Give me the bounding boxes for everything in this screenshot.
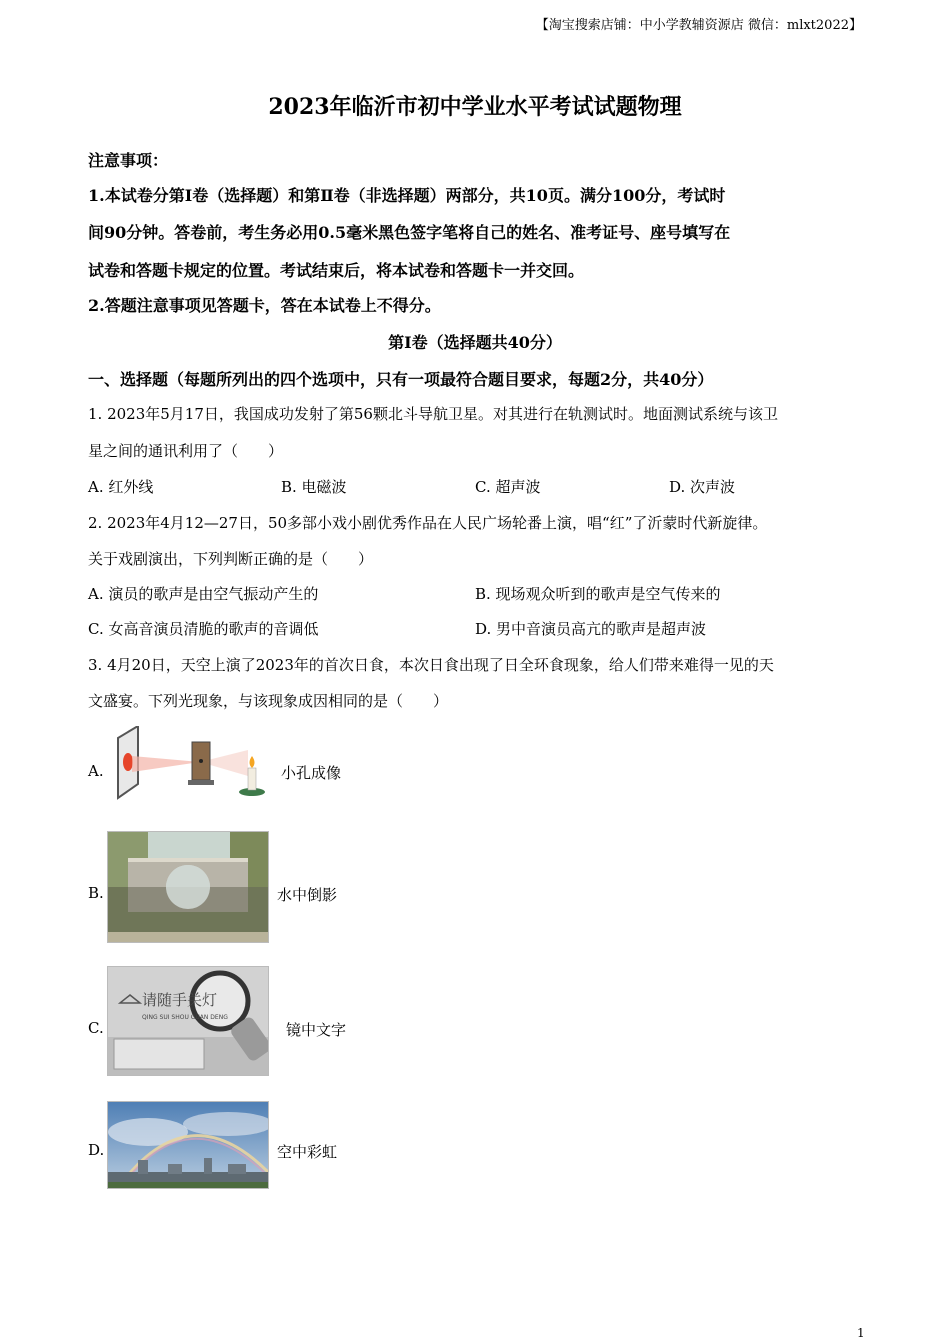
page-number: 1 [857,1326,865,1340]
magnifier-sign-photo [107,966,269,1076]
notice-item1-line3: 试卷和答题卡规定的位置。考试结束后，将本试卷和答题卡一并交回。 [88,261,585,280]
pinhole-imaging-illustration [110,726,270,800]
q2-line2: 关于戏剧演出，下列判断正确的是（ ） [88,550,374,568]
q1-line1: 1. 2023年5月17日，我国成功发射了第56颗北斗导航卫星。对其进行在轨测试时。地面测试系统与该卫 [88,405,778,423]
q2-option-d: D. 男中音演员高亢的歌声是超声波 [475,620,707,638]
page-title: 2023年临沂市初中学业水平考试试题物理 [268,94,682,120]
header-note: 【淘宝搜索店铺：中小学教辅资源店 微信：mlxt2022】 [535,18,862,33]
notice-heading: 注意事项： [88,151,169,170]
rainbow-photo [107,1101,269,1189]
q3-line2: 文盛宴。下列光现象，与该现象成因相同的是（ ） [88,692,449,710]
section1-title: 一、选择题（每题所列出的四个选项中，只有一项最符合题目要求，每题2分，共40分） [88,370,714,389]
notice-item1-line2: 间90分钟。答卷前，考生务必用0.5毫米黑色签字笔将自己的姓名、准考证号、座号填写在 [88,223,731,242]
q1-option-b: B. 电磁波 [281,478,347,496]
q2-line1: 2. 2023年4月12—27日，50多部小戏小剧优秀作品在人民广场轮番上演，唱“红”了沂蒙时代新旋律。 [88,514,768,532]
notice-item1-line1: 1.本试卷分第Ⅰ卷（选择题）和第Ⅱ卷（非选择题）两部分，共10页。满分100分，考试时 [88,186,726,205]
q3-option-c-label: 镜中文字 [286,1021,347,1039]
q3-option-c-letter: C. [88,1019,104,1037]
part1-title: 第Ⅰ卷（选择题共40分） [388,333,562,352]
q3-option-d-letter: D. [88,1141,105,1159]
bridge-reflection-photo [107,831,269,943]
q1-line2: 星之间的通讯利用了（ ） [88,442,284,460]
q2-option-a: A. 演员的歌声是由空气振动产生的 [88,585,319,603]
q3-option-b-label: 水中倒影 [277,886,338,904]
q3-option-d-label: 空中彩虹 [277,1143,338,1161]
q2-option-b: B. 现场观众听到的歌声是空气传来的 [475,585,721,603]
q1-option-d: D. 次声波 [669,478,736,496]
notice-item2: 2.答题注意事项见答题卡，答在本试卷上不得分。 [88,296,441,315]
sign-text: 请随手关灯 [142,991,218,1009]
q1-option-a: A. 红外线 [88,478,154,496]
q2-option-c: C. 女高音演员清脆的歌声的音调低 [88,620,319,638]
q1-option-c: C. 超声波 [475,478,541,496]
q3-option-a-letter: A. [88,762,104,780]
q3-option-a-label: 小孔成像 [281,764,342,782]
q3-option-b-letter: B. [88,884,104,902]
q3-line1: 3. 4月20日，天空上演了2023年的首次日食，本次日食出现了日全环食现象，给人们带来难得一见的天 [88,656,774,674]
sign-pinyin: QING SUI SHOU GUAN DENG [142,1014,228,1021]
